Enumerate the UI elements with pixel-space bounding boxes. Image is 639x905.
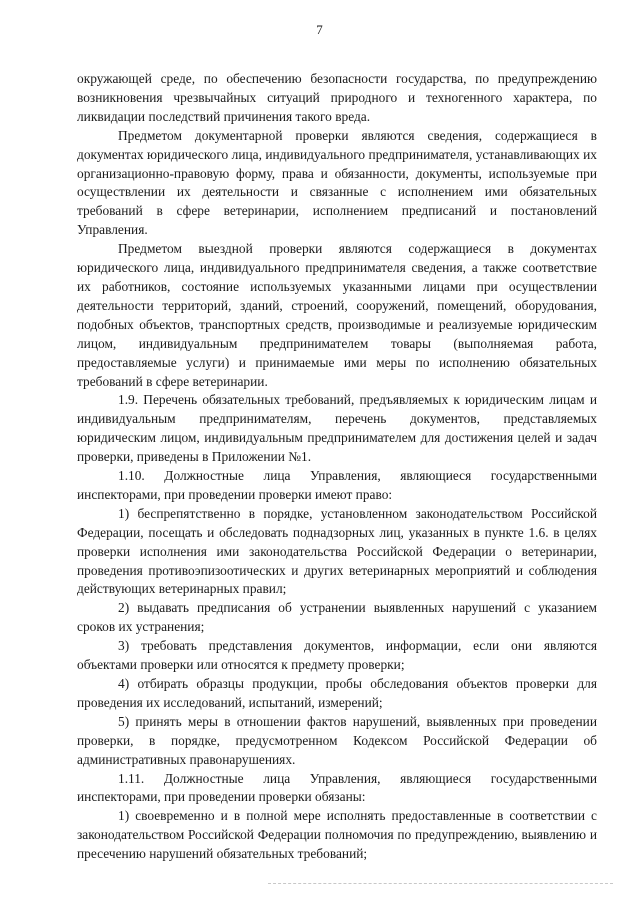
paragraph: окружающей среде, по обеспечению безопасности государства, по предупреждению возникновения чрезвычайных ситуаций природного и техногенного характера, по ликвидации последствий причинения такого вреда.	[77, 71, 597, 124]
paragraph: 1.10. Должностные лица Управления, являющиеся государственными инспекторами, при проведении проверки имеют право:	[77, 468, 597, 502]
list-item: 4) отбирать образцы продукции, пробы обследования объектов проверки для проведения их исследований, испытаний, измерений;	[77, 676, 597, 710]
paragraph: 1.9. Перечень обязательных требований, предъявляемых к юридическим лицам и индивидуальным предпринимателям, перечень документов, представляемых юридическим лицом, индивидуальным предпринимателем для достижения целей и задач проверки, приведены в Приложении №1.	[77, 392, 597, 465]
list-item: 5) принять меры в отношении фактов нарушений, выявленных при проведении проверки, в порядке, предусмотренном Кодексом Российской Федерации об административных правонарушениях.	[77, 713, 597, 767]
page-number: 7	[316, 22, 323, 37]
paragraph: 1.11. Должностные лица Управления, являющиеся государственными инспекторами, при проведении проверки обязаны:	[77, 770, 597, 805]
scan-edge-line	[268, 883, 613, 884]
list-item: 1) беспрепятственно в порядке, установленном законодательством Российской Федерации, посещать и обследовать поднадзорных лиц, указанных в пункте 1.6. в целях проверки исполнения ими законодательства Российской Федерации о ветеринарии, проведения противоэпизоотических и других ветеринарных мероприятий и соблюдения действующих ветеринарных правил;	[77, 505, 597, 597]
list-item: 1) своевременно и в полной мере исполнять предоставленные в соответствии с законодательством Российской Федерации полномочия по предупреждению, выявлению и пресечению нарушений обязательных требований;	[77, 808, 597, 862]
paragraph: Предметом выездной проверки являются содержащиеся в документах юридического лица, индивидуального предпринимателя сведения, а также соответствие их работников, состояние используемых указанными лицами при осуществлении деятельности территорий, зданий, строений, сооружений, помещений, оборудования, подобных объектов, транспортных средств, производимые и реализуемые юридическим лицом, индивидуальным предпринимателем товары (выполняемая работа, предоставляемые услуги) и принимаемые ими меры по исполнению обязательных требований в сфере ветеринарии.	[77, 241, 597, 389]
list-item: 2) выдавать предписания об устранении выявленных нарушений с указанием сроков их устранения;	[77, 600, 597, 635]
list-item: 3) требовать представления документов, информации, если они являются объектами проверки или относятся к предмету проверки;	[77, 638, 597, 673]
document-body	[77, 70, 597, 864]
paragraph: Предметом документарной проверки являются сведения, содержащиеся в документах юридического лица, индивидуального предпринимателя, устанавливающих их организационно-правовую форму, права и обязанности, документы, используемые при осуществлении их деятельности и связанные с исполнением ими обязательных требований в сфере ветеринарии, исполнением предписаний и постановлений Управления.	[77, 127, 597, 238]
